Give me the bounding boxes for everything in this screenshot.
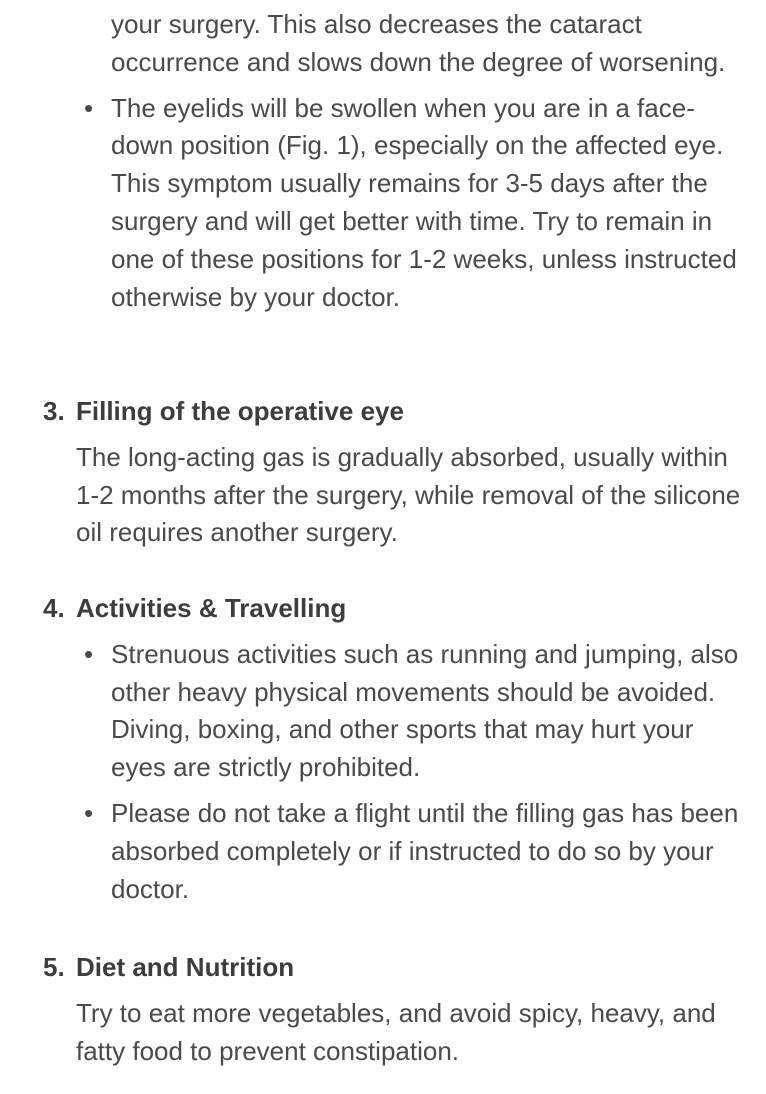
section-heading: [0, 949, 766, 987]
list-item-text: Strenuous activities such as running and jumping, also other heavy physical movements should be avoided. Diving, boxing, and other sports that may hurt your eyes are strictly prohibited.: [111, 638, 739, 783]
section-heading: [0, 590, 766, 628]
section-title: Activities & Travelling: [76, 593, 347, 623]
section-paragraph: The long-acting gas is gradually absorbed, usually within 1-2 months after the surgery, while removal of the silicone oil requires another surgery.: [76, 441, 741, 548]
section-paragraph: Try to eat more vegetables, and avoid spicy, heavy, and fatty food to prevent constipation.: [76, 997, 716, 1066]
section-title: Filling of the operative eye: [76, 396, 404, 426]
top-bullet-list: [0, 6, 766, 316]
list-item: [0, 636, 766, 787]
bullet-icon: •: [84, 797, 94, 828]
section-number: 5.: [43, 952, 65, 982]
list-item: [0, 6, 766, 82]
section-activities-travelling: [0, 590, 766, 916]
list-item-text: your surgery. This also decreases the cataract occurrence and slows down the degree of worsening.: [111, 9, 726, 77]
section-number: 3.: [43, 396, 65, 426]
section-heading: [0, 393, 766, 431]
list-item-text: The eyelids will be swollen when you are in a face-down position (Fig. 1), especially on the affected eye. This symptom usually remains for 3-5 days after the surgery and will get better with time. Try to remain in one of these positions for 1-2 weeks, unless instructed otherwise by your doctor.: [111, 92, 737, 312]
section-diet-nutrition: [0, 949, 766, 1070]
section-filling-operative-eye: [0, 393, 766, 552]
section-title: Diet and Nutrition: [76, 952, 295, 982]
bullet-icon: •: [84, 638, 94, 669]
list-item-text: Please do not take a flight until the filling gas has been absorbed completely or if instructed to do so by your doctor.: [111, 797, 739, 904]
bullet-icon: •: [84, 92, 94, 123]
activities-bullet-list: [0, 636, 766, 909]
section-number: 4.: [43, 593, 65, 623]
list-item: [0, 795, 766, 908]
list-item: [0, 90, 766, 317]
top-bullet-list-block: [0, 6, 766, 324]
